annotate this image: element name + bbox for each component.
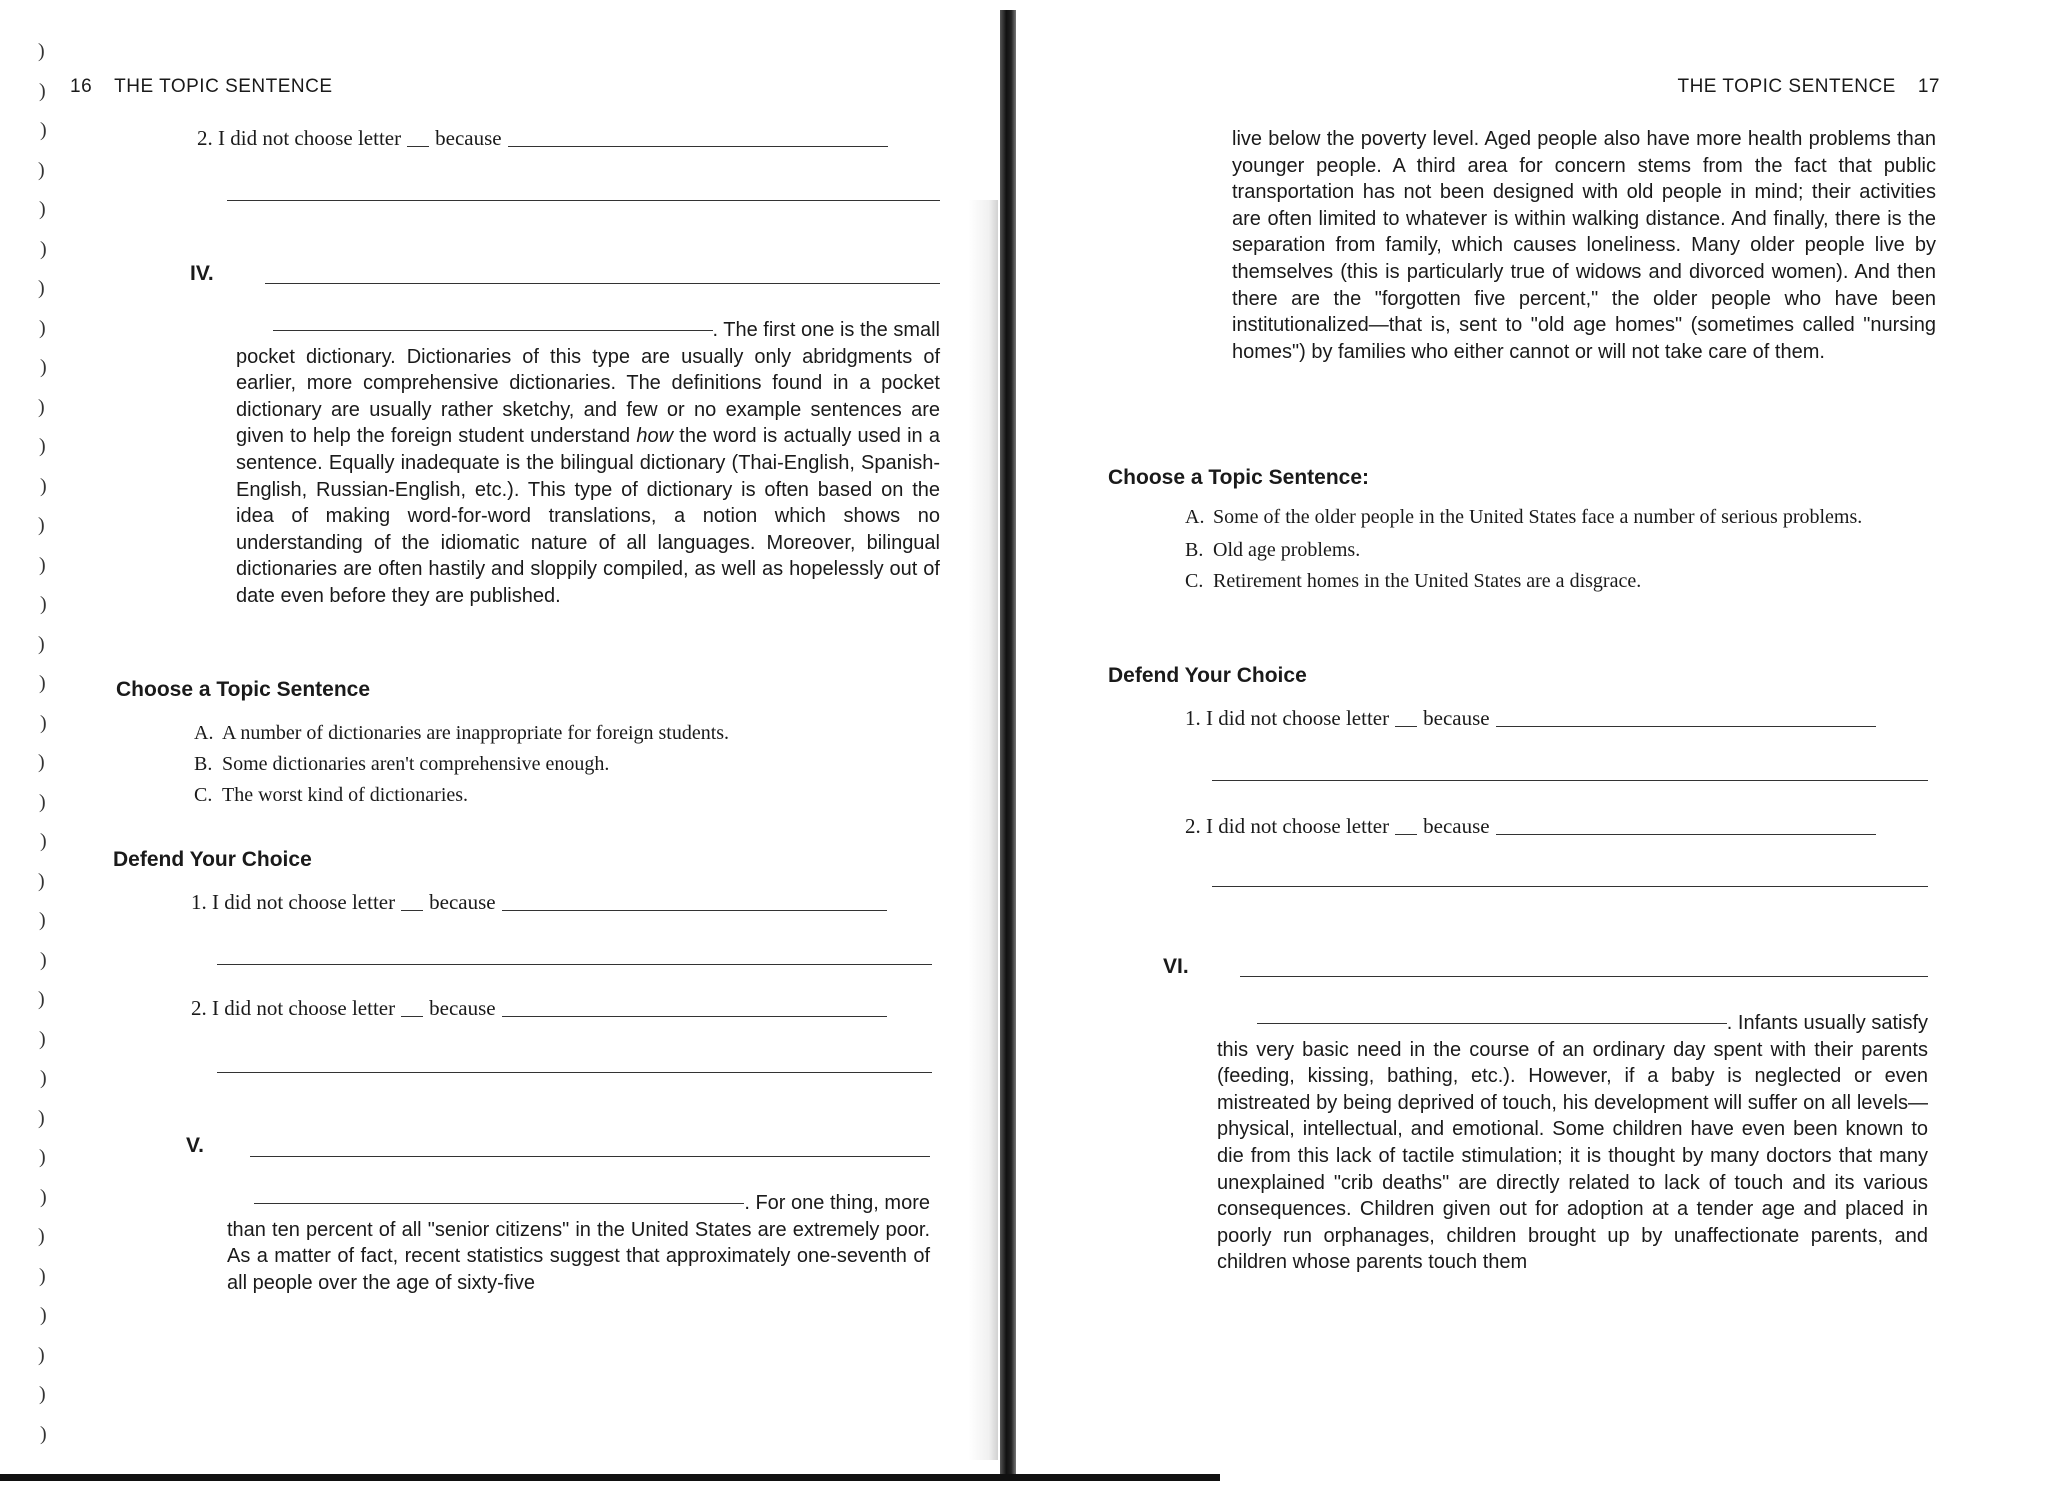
margin-mark: ) — [38, 1225, 45, 1247]
margin-mark: ) — [38, 1343, 45, 1366]
margin-mark: ) — [40, 119, 47, 141]
margin-mark: ) — [40, 1304, 47, 1326]
paragraph-vi: . Infants usually satisfy this very basic need in the course of an ordinary day spent with their parents (feeding, kissing, bathing, etc.). However, if a baby is neglected or even mistreated by being deprived of touch, his development will suffer on all levels—physical, intellectual, and emotional. Some children have even been known to die from this lack of tactile stimulation; it is thought by many doctors that many unexplained "crib deaths" are directly related to lack of touch and its various consequences. Children given out for adoption at a tender age and placed in poorly run orphanages, children brought up by unaffectionate parents, and children whose parents touch them — [1217, 1012, 1928, 1274]
margin-mark: ) — [38, 40, 45, 62]
letter-blank[interactable] — [1395, 833, 1417, 835]
margin-mark: ) — [39, 1146, 46, 1168]
page-bottom-edge — [0, 1474, 1220, 1481]
defend-item[interactable]: 1. I did not choose letter because — [191, 890, 887, 915]
paragraph-iv: . The first one is the small pocket dictionary. Dictionaries of this type are usually only abridgments of earlier, more comprehensive dictionaries. The definitions found in a pocket dictionary are usually rather sketchy, and few or no example sentences are given to help the foreign student understand how the word is actually used in a sentence. Equally inadequate is the bilingual dictionary (Thai-English, Spanish-English, Russian-English, etc.). This type of dictionary is often based on the idea of making word-for-word translations, a notion which shows no understanding of the idiomatic nature of all languages. Moreover, bilingual dictionaries are often hastily and sloppily compiled, as well as hopelessly out of date even before they are published. — [236, 319, 940, 607]
margin-mark: ) — [39, 1027, 46, 1050]
section-numeral-vi: VI. — [1163, 955, 1189, 978]
defend-choice-heading: Defend Your Choice — [113, 848, 312, 871]
margin-mark: ) — [40, 1185, 47, 1208]
right-page — [1000, 0, 2048, 1487]
margin-mark: ) — [40, 474, 47, 497]
page-number: 16 — [70, 76, 93, 97]
defend-choice-heading: Defend Your Choice — [1108, 664, 1307, 687]
margin-mark: ) — [40, 1067, 47, 1089]
left-page — [0, 0, 1000, 1487]
topic-sentence-line[interactable] — [254, 1202, 744, 1204]
margin-mark: ) — [39, 909, 46, 931]
answer-line[interactable] — [217, 964, 932, 965]
answer-line[interactable] — [217, 1072, 932, 1073]
topic-sentence-line[interactable] — [250, 1156, 930, 1157]
choice-item[interactable]: B. Some dictionaries aren't comprehensive enough. — [194, 753, 610, 775]
letter-blank[interactable] — [1395, 725, 1417, 727]
margin-mark: ) — [39, 553, 46, 576]
margin-mark: ) — [40, 237, 47, 260]
margin-mark: ) — [40, 948, 47, 971]
spine-shadow — [968, 200, 998, 1460]
topic-sentence-line[interactable] — [1257, 1022, 1727, 1024]
continued-paragraph: live below the poverty level. Aged people also have more health problems than younger people. A third area for concern stems from the fact that public transportation has not been designed with old people in mind; their activities are often limited to whatever is within walking distance. And finally, there is the separation from family, which causes loneliness. Many older people live by themselves (this is particularly true of widows and divorced women). And then there are the "forgotten five percent," the older people who have been institutionalized—that is, sent to "old age homes" (sometimes called "nursing homes") by families who either cannot or will not take care of them. — [1232, 128, 1936, 363]
topic-sentence-line[interactable] — [273, 329, 713, 331]
letter-blank[interactable] — [401, 909, 423, 911]
section-numeral-iv: IV. — [190, 262, 214, 285]
margin-mark: ) — [38, 632, 45, 655]
margin-mark: ) — [40, 593, 47, 615]
letter-blank[interactable] — [407, 145, 429, 147]
margin-mark: ) — [38, 277, 45, 299]
margin-mark: ) — [38, 158, 45, 181]
topic-sentence-line[interactable] — [265, 283, 940, 284]
margin-mark: ) — [40, 1422, 47, 1445]
answer-line[interactable] — [227, 200, 940, 201]
answer-line[interactable] — [502, 909, 887, 911]
paragraph-v: . For one thing, more than ten percent of all "senior citizens" in the United States are extremely poor. As a matter of fact, recent statistics suggest that approximately one-seventh of all people over the age of sixty-five — [227, 1192, 930, 1294]
margin-marks — [38, 0, 68, 1487]
margin-mark: ) — [38, 869, 45, 892]
answer-line[interactable] — [1496, 725, 1876, 727]
margin-mark: ) — [39, 1383, 46, 1405]
margin-mark: ) — [40, 356, 47, 378]
choice-item[interactable]: C. The worst kind of dictionaries. — [194, 784, 469, 806]
margin-mark: ) — [40, 830, 47, 852]
answer-line[interactable] — [1212, 886, 1928, 887]
topic-sentence-line[interactable] — [1240, 976, 1928, 977]
margin-mark: ) — [39, 198, 46, 220]
choice-item[interactable]: B. Old age problems. — [1185, 539, 1361, 561]
margin-mark: ) — [39, 672, 46, 694]
margin-mark: ) — [38, 1106, 45, 1129]
margin-mark: ) — [38, 751, 45, 773]
margin-mark: ) — [39, 1264, 46, 1287]
choice-item[interactable]: A. A number of dictionaries are inappropriate for foreign students. — [194, 722, 730, 744]
topic-choices — [194, 718, 914, 811]
choice-item[interactable]: C. Retirement homes in the United States are a disgrace. — [1185, 570, 1642, 592]
margin-mark: ) — [40, 711, 47, 734]
topic-choices — [1185, 504, 1935, 597]
left-running-head — [70, 76, 333, 98]
page-number: 17 — [1917, 76, 1940, 97]
margin-mark: ) — [39, 435, 46, 457]
answer-line[interactable] — [1212, 780, 1928, 781]
margin-mark: ) — [38, 988, 45, 1010]
defend-item[interactable]: 2. I did not choose letter because — [1185, 814, 1876, 839]
margin-mark: ) — [39, 790, 46, 813]
defend-item[interactable]: 1. I did not choose letter because — [1185, 706, 1876, 731]
choose-topic-heading: Choose a Topic Sentence: — [1108, 466, 1369, 489]
letter-blank[interactable] — [401, 1015, 423, 1017]
running-head-title: THE TOPIC SENTENCE — [1677, 76, 1896, 97]
section-numeral-v: V. — [186, 1134, 204, 1157]
defend-item-top[interactable]: 2. I did not choose letter because — [197, 126, 888, 151]
choice-item[interactable]: A. Some of the older people in the United States face a number of serious problems. — [1185, 506, 1863, 528]
answer-line[interactable] — [502, 1015, 887, 1017]
answer-line[interactable] — [1496, 833, 1876, 835]
choose-topic-heading: Choose a Topic Sentence — [116, 678, 370, 701]
margin-mark: ) — [39, 79, 46, 102]
margin-mark: ) — [39, 316, 46, 339]
margin-mark: ) — [38, 514, 45, 536]
running-head-title: THE TOPIC SENTENCE — [114, 76, 333, 97]
defend-item[interactable]: 2. I did not choose letter because — [191, 996, 887, 1021]
margin-mark: ) — [38, 395, 45, 418]
right-running-head — [1677, 76, 1940, 98]
answer-line[interactable] — [508, 145, 888, 147]
